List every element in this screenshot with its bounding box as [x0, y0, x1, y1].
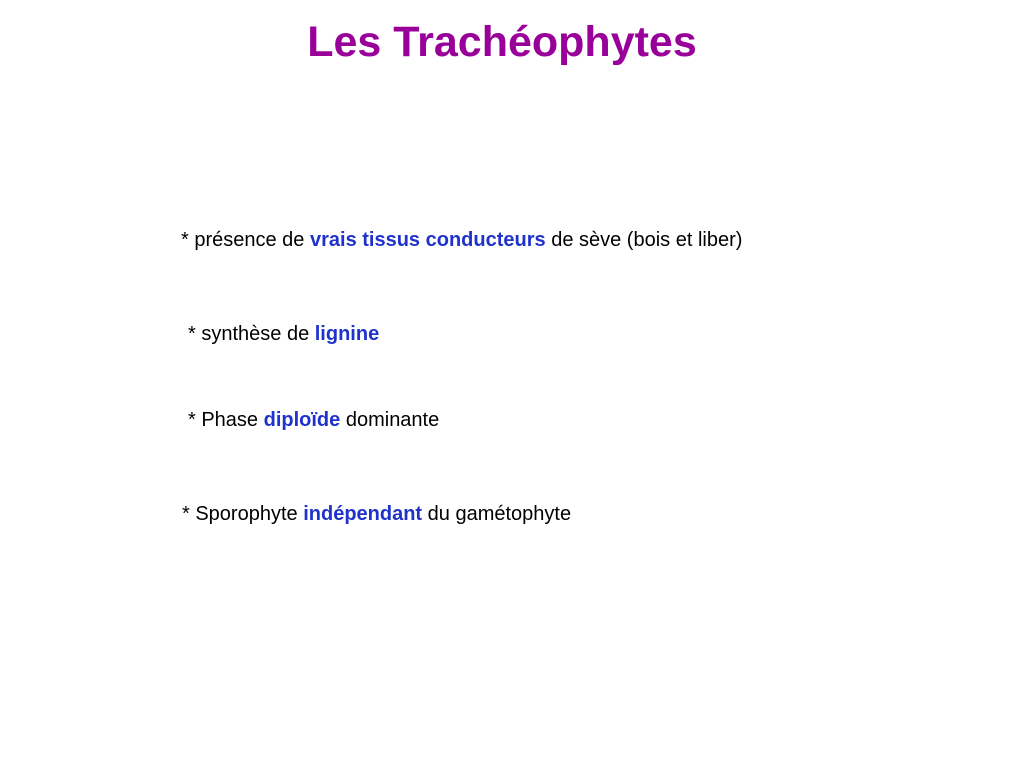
bullet-text-prefix: * synthèse de	[188, 323, 315, 345]
bullet-line-conducting-tissues	[181, 228, 742, 252]
bullet-emphasis: indépendant	[303, 503, 423, 525]
bullet-text-prefix: * Phase	[188, 409, 264, 431]
bullet-line-diploid-phase	[188, 408, 439, 432]
bullet-text-suffix: dominante	[340, 409, 440, 431]
slide-title: Les Trachéophytes	[307, 18, 697, 66]
bullet-text-prefix: * Sporophyte	[182, 503, 304, 525]
bullet-text-prefix: * présence de	[181, 229, 310, 251]
bullet-emphasis: vrais tissus conducteurs	[309, 229, 546, 251]
bullet-line-sporophyte	[182, 502, 571, 526]
bullet-text-suffix: du gamétophyte	[422, 503, 572, 525]
bullet-text-suffix: de sève (bois et liber)	[545, 229, 743, 251]
bullet-line-lignin	[188, 322, 379, 346]
bullet-emphasis: diploïde	[263, 409, 341, 431]
bullet-emphasis: lignine	[314, 323, 380, 345]
